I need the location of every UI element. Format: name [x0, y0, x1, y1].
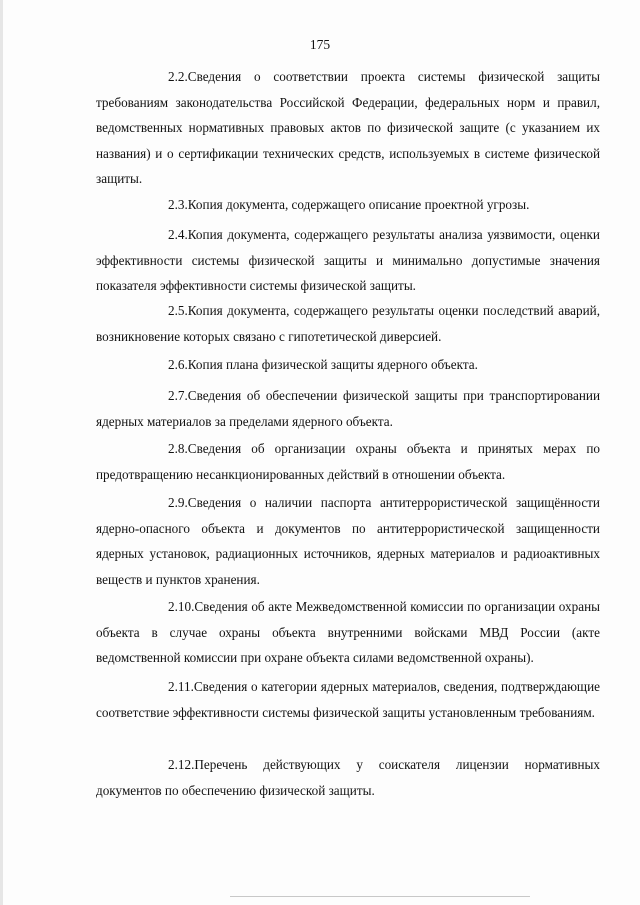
paragraph-number: 2.3. — [168, 197, 188, 212]
paragraph-number: 2.10. — [168, 599, 195, 614]
paragraph-2-6 — [96, 352, 600, 378]
paragraph-number: 2.12. — [168, 757, 195, 772]
scan-edge — [0, 0, 3, 905]
page-number: 175 — [309, 37, 331, 52]
paragraph-text: Сведения об обеспечении физической защиты при транспортировании ядерных материалов за пределами ядерного объекта. — [96, 388, 600, 429]
paragraph-2-7 — [96, 383, 600, 434]
paragraph-2-2 — [96, 64, 600, 192]
paragraph-number: 2.9. — [168, 495, 188, 510]
paragraph-text: Перечень действующих у соискателя лицензии нормативных документов по обеспечению физической защиты. — [96, 757, 600, 798]
paragraph-number: 2.6. — [168, 357, 188, 372]
paragraph-text: Сведения об организации охраны объекта и принятых мерах по предотвращению несанкционированных действий в отношении объекта. — [96, 441, 600, 482]
paragraph-number: 2.11. — [168, 679, 194, 694]
paragraph-number: 2.8. — [168, 441, 188, 456]
paragraph-number: 2.7. — [168, 388, 188, 403]
paragraph-text: Копия документа, содержащего результаты анализа уязвимости, оценки эффективности системы физической защиты и минимально допустимые значения показателя эффективности системы физической защиты. — [96, 227, 600, 293]
paragraph-text: Сведения об акте Межведомственной комиссии по организации охраны объекта в случае охраны объекта внутренними войсками МВД России (акте ведомственной комиссии при охране объекта силами ведомственной охраны). — [96, 599, 600, 665]
paragraph-2-3 — [96, 192, 600, 218]
paragraph-2-8 — [96, 436, 600, 487]
paragraph-2-9 — [96, 490, 600, 592]
paragraph-text: Сведения о наличии паспорта антитеррористической защищённости ядерно-опасного объекта и документов по антитеррористической защищенности ядерных установок, радиационных источников, ядерных материалов и радиоактивных веществ и пунктов хранения. — [96, 495, 600, 587]
paragraph-2-11 — [96, 674, 600, 725]
paragraph-number: 2.4. — [168, 227, 188, 242]
paragraph-text: Копия плана физической защиты ядерного объекта. — [187, 357, 478, 372]
paragraph-text: Копия документа, содержащего результаты оценки последствий аварий, возникновение которых связано с гипотетической диверсией. — [96, 303, 600, 344]
paragraph-2-10 — [96, 594, 600, 671]
paragraph-text: Копия документа, содержащего описание проектной угрозы. — [187, 197, 530, 212]
paragraph-number: 2.5. — [168, 303, 188, 318]
paragraph-number: 2.2. — [168, 69, 188, 84]
paragraph-2-12 — [96, 752, 600, 803]
paragraph-text: Сведения о категории ядерных материалов, сведения, подтверждающие соответствие эффективности системы физической защиты установленным требованиям. — [96, 679, 600, 720]
paragraph-text: Сведения о соответствии проекта системы физической защиты требованиям законодательства Российской Федерации, федеральных норм и правил, ведомственных нормативных правовых актов по физической защите (с указанием их названия) и о сертификации технических средств, используемых в системе физической защиты. — [96, 69, 600, 186]
paragraph-2-4 — [96, 222, 600, 299]
paragraph-2-5 — [96, 298, 600, 349]
bottom-scan-line — [230, 896, 530, 897]
